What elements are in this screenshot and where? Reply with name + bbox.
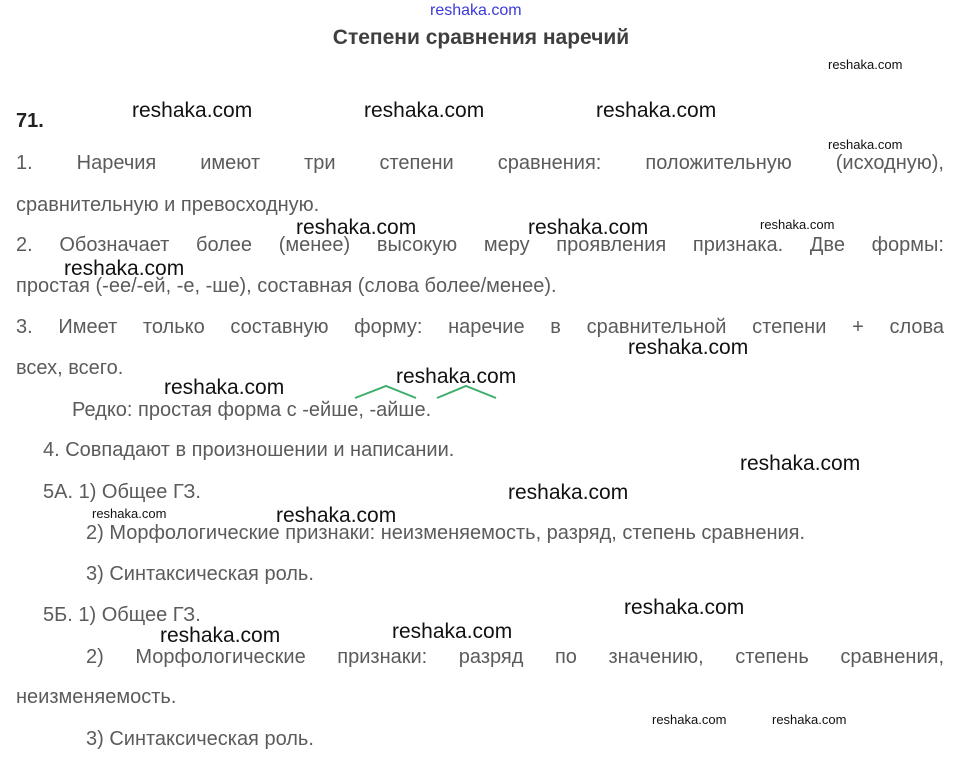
watermark: reshaka.com (132, 99, 253, 122)
watermark: reshaka.com (828, 137, 903, 152)
watermark: reshaka.com (508, 481, 629, 504)
paragraph-5a-item-2: 2) Морфологические признаки: неизменяемость, разряд, степень сравнения. (86, 522, 806, 544)
paragraph-2-line-1: 2. Обозначает более (менее) высокую меру проявления признака. Две формы: (16, 234, 944, 256)
page-title: Степени сравнения наречий (332, 26, 630, 49)
watermark: reshaka.com (164, 376, 285, 399)
paragraph-4: 4. Совпадают в произношении и написании. (43, 439, 455, 461)
watermark: reshaka.com (92, 506, 167, 521)
paragraph-5b-item-1: 5Б. 1) Общее ГЗ. (43, 604, 201, 626)
paragraph-1-line-2: сравнительную и превосходную. (16, 194, 320, 216)
watermark: reshaka.com (760, 217, 835, 232)
paragraph-2-line-2: простая (-ее/-ей, -е, -ше), составная (слова более/менее). (16, 275, 557, 297)
watermark: reshaka.com (64, 257, 185, 280)
site-link[interactable]: reshaka.com (430, 2, 522, 19)
watermark: reshaka.com (652, 712, 727, 727)
paragraph-5b-item-3: 3) Синтаксическая роль. (86, 728, 314, 750)
watermark: reshaka.com (624, 596, 745, 619)
watermark: reshaka.com (364, 99, 485, 122)
paragraph-5b-item-2-continued: неизменяемость. (16, 686, 177, 708)
paragraph-3-line-2: всех, всего. (16, 357, 124, 379)
paragraph-3-line-1: 3. Имеет только составную форму: наречие в сравнительной степени + слова (16, 316, 944, 338)
watermark: reshaka.com (772, 712, 847, 727)
paragraph-1-line-1: 1. Наречия имеют три степени сравнения: положительную (исходную), (16, 152, 944, 174)
paragraph-3-line-3: Редко: простая форма с -ейше, -айше. (72, 399, 432, 421)
watermark: reshaka.com (740, 452, 861, 475)
watermark: reshaka.com (628, 336, 749, 359)
paragraph-5a-item-1: 5А. 1) Общее ГЗ. (43, 481, 201, 503)
watermark: reshaka.com (828, 57, 903, 72)
paragraph-5a-item-3: 3) Синтаксическая роль. (86, 563, 314, 585)
watermark: reshaka.com (160, 624, 281, 647)
watermark: reshaka.com (596, 99, 717, 122)
paragraph-5b-item-2: 2) Морфологические признаки: разряд по значению, степень сравнения, (86, 646, 944, 668)
watermark: reshaka.com (396, 365, 517, 388)
watermark: reshaka.com (276, 504, 397, 527)
exercise-number: 71. (16, 110, 44, 132)
watermark: reshaka.com (392, 620, 513, 643)
watermark: reshaka.com (296, 216, 417, 239)
watermark: reshaka.com (528, 216, 649, 239)
